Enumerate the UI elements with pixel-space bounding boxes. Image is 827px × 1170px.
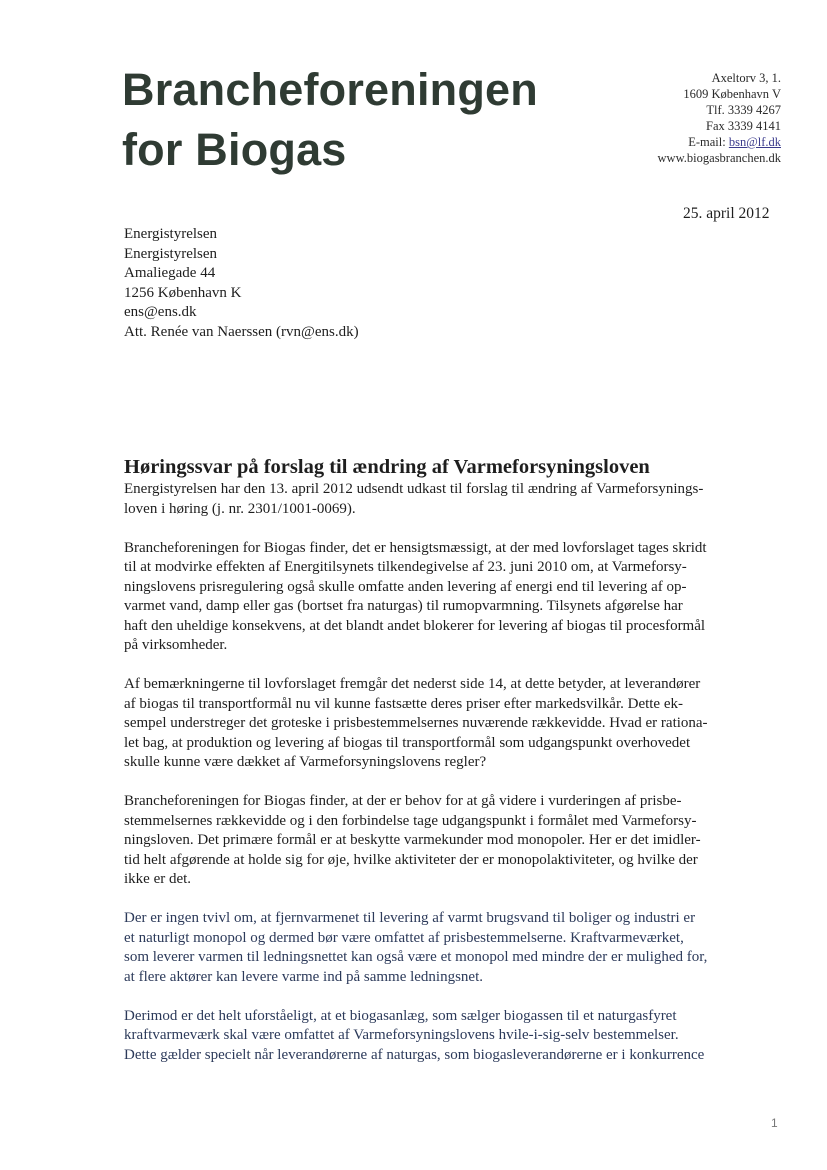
paragraph bbox=[124, 480, 784, 519]
contact-email-row bbox=[658, 134, 781, 150]
text-line: Energistyrelsen har den 13. april 2012 udsendt udkast til forslag til ændring af Varmeforsynings- bbox=[124, 481, 704, 497]
document-heading: Høringssvar på forslag til ændring af Varmeforsyningsloven bbox=[124, 456, 650, 478]
text-line: et naturligt monopol og dermed bør være omfattet af prisbestemmelserne. Kraftvarmeværket, bbox=[124, 929, 684, 946]
contact-fax: Fax 3339 4141 bbox=[706, 119, 781, 133]
contact-email-link[interactable]: bsn@lf.dk bbox=[728, 135, 781, 149]
text-line: ikke er det. bbox=[124, 871, 192, 887]
text-line: sempel understreger det groteske i prisbestemmelsernes nuværende rækkevidde. Hvad er rationa- bbox=[124, 715, 708, 731]
contact-block bbox=[658, 70, 781, 166]
text-line: som leverer varmen til ledningsnettet kan også være et monopol med mindre der er mulighed for, bbox=[124, 949, 708, 965]
contact-email-label: E-mail: bbox=[688, 135, 729, 149]
text-line: at flere aktører kan levere varme ind på samme ledningsnet. bbox=[124, 968, 484, 985]
paragraph bbox=[124, 792, 784, 890]
paragraph bbox=[124, 909, 784, 987]
text-line: tid helt afgørende at holde sig for øje, hvilke aktiviteter der er monopolaktiviteter, og hvilke der bbox=[124, 851, 698, 868]
text-line: Dette gælder specielt når leverandørerne af naturgas, som biogasleverandørerne er i konkurrence bbox=[124, 1046, 705, 1063]
recipient-address bbox=[124, 225, 359, 342]
paragraph bbox=[124, 1007, 784, 1066]
recipient-line: Energistyrelsen bbox=[124, 226, 218, 242]
text-line: haft den uheldige konsekvens, at det blandt andet blokerer for levering af biogas til procesformål bbox=[124, 617, 706, 634]
logo-line-2: for Biogas bbox=[122, 124, 347, 175]
text-line: let bag, at produktion og levering af biogas til transportformål som udgangspunkt overhovedet bbox=[124, 734, 691, 751]
organization-logo bbox=[122, 60, 538, 180]
text-line: Brancheforeningen for Biogas finder, det er hensigtsmæssigt, at der med lovforslaget tages skridt bbox=[124, 539, 707, 556]
text-line: Brancheforeningen for Biogas finder, at der er behov for at gå videre i vurderingen af prisbe- bbox=[124, 793, 682, 809]
text-line: varmet vand, damp eller gas (bortset fra naturgas) til rumopvarmning. Tilsynets afgørelse har bbox=[124, 598, 683, 614]
recipient-line: 1256 København K bbox=[124, 284, 242, 301]
text-line: Af bemærkningerne til lovforslaget fremgår det nederst side 14, at dette betyder, at leverandører bbox=[124, 676, 701, 692]
contact-website: www.biogasbranchen.dk bbox=[657, 151, 781, 165]
text-line: skulle kunne være dækket af Varmeforsyningslovens regler? bbox=[124, 754, 487, 770]
contact-city: 1609 København V bbox=[683, 87, 781, 101]
text-line: til at modvirke effekten af Energitilsynets tilkendegivelse af 23. juni 2010 om, at Varmeforsy- bbox=[124, 559, 687, 575]
letter-body bbox=[124, 480, 784, 1085]
recipient-line: Energistyrelsen bbox=[124, 245, 218, 262]
letter-date: 25. april 2012 bbox=[683, 205, 770, 222]
page-number: 1 bbox=[771, 1116, 778, 1130]
recipient-line: Amaliegade 44 bbox=[124, 265, 216, 281]
text-line: kraftvarmeværk skal være omfattet af Varmeforsyningslovens hvile-i-sig-selv bestemmelser. bbox=[124, 1027, 679, 1043]
text-line: ningsloven. Det primære formål er at beskytte varmekunder mod monopoler. Her er det imidler- bbox=[124, 832, 701, 848]
text-line: Derimod er det helt uforståeligt, at et biogasanlæg, som sælger biogassen til et naturgasfyret bbox=[124, 1007, 677, 1024]
recipient-line: ens@ens.dk bbox=[124, 304, 197, 320]
text-line: stemmelsernes rækkevidde og i den forbindelse tage udgangspunkt i formålet med Varmeforsy- bbox=[124, 812, 697, 829]
logo-line-1: Brancheforeningen bbox=[122, 64, 538, 115]
recipient-line: Att. Renée van Naerssen (rvn@ens.dk) bbox=[124, 323, 359, 340]
paragraph bbox=[124, 675, 784, 773]
contact-address: Axeltorv 3, 1. bbox=[711, 71, 781, 85]
text-line: loven i høring (j. nr. 2301/1001-0069). bbox=[124, 500, 356, 517]
paragraph bbox=[124, 539, 784, 656]
text-line: Der er ingen tvivl om, at fjernvarmenet til levering af varmt brugsvand til boliger og industri er bbox=[124, 910, 696, 926]
text-line: ningslovens prisregulering også skulle omfatte anden levering af energi end til levering af op- bbox=[124, 578, 687, 595]
contact-phone: Tlf. 3339 4267 bbox=[706, 103, 781, 117]
text-line: af biogas til transportformål nu vil kunne fastsætte deres priser efter markedsvilkår. Dette ek- bbox=[124, 695, 683, 712]
text-line: på virksomheder. bbox=[124, 637, 228, 653]
